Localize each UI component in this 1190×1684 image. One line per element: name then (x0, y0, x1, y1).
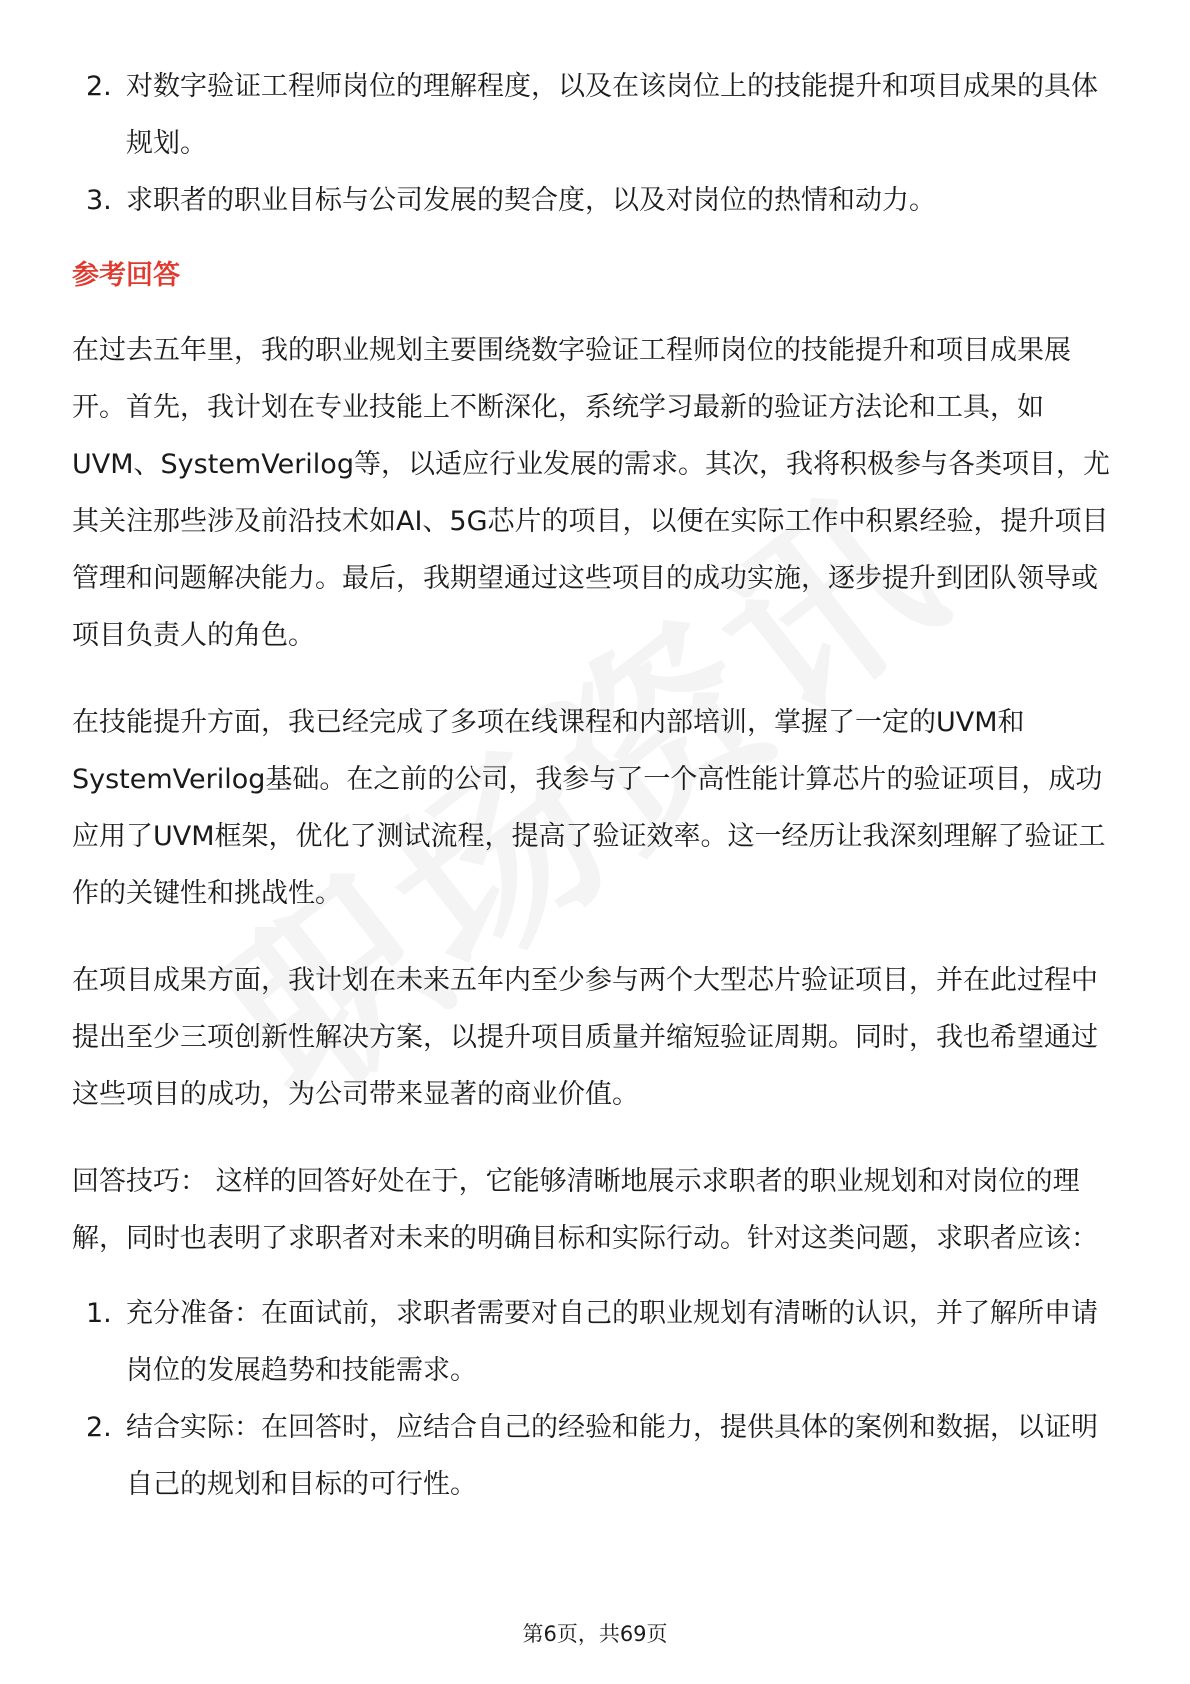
question-list (72, 58, 1120, 229)
list-item (72, 1285, 1120, 1399)
answer-paragraph: 在技能提升方面，我已经完成了多项在线课程和内部培训，掌握了一定的UVM和SystemVerilog基础。在之前的公司，我参与了一个高性能计算芯片的验证项目，成功应用了UVM框架，优化了测试流程，提高了验证效率。这一经历让我深刻理解了验证工作的关键性和挑战性。 (72, 707, 1106, 909)
page-content (72, 58, 1120, 1513)
list-item (72, 1399, 1120, 1513)
list-item-text: 求职者的职业目标与公司发展的契合度，以及对岗位的热情和动力。 (126, 185, 936, 216)
list-item-number: 3. (86, 185, 112, 216)
list-item-text: 结合实际：在回答时，应结合自己的经验和能力，提供具体的案例和数据，以证明自己的规划和目标的可行性。 (126, 1412, 1098, 1500)
answer-paragraph: 在项目成果方面，我计划在未来五年内至少参与两个大型芯片验证项目，并在此过程中提出至少三项创新性解决方案，以提升项目质量并缩短验证周期。同时，我也希望通过这些项目的成功，为公司带来显著的商业价值。 (72, 965, 1098, 1110)
list-item-number: 2. (86, 71, 112, 102)
answer-paragraph: 在过去五年里，我的职业规划主要围绕数字验证工程师岗位的技能提升和项目成果展开。首先，我计划在专业技能上不断深化，系统学习最新的验证方法论和工具，如UVM、SystemVerilog等，以适应行业发展的需求。其次，我将积极参与各类项目，尤其关注那些涉及前沿技术如AI、5G芯片的项目，以便在实际工作中积累经验，提升项目管理和问题解决能力。最后，我期望通过这些项目的成功实施，逐步提升到团队领导或项目负责人的角色。 (72, 335, 1110, 651)
tips-paragraph: 回答技巧： 这样的回答好处在于，它能够清晰地展示求职者的职业规划和对岗位的理解，同时也表明了求职者对未来的明确目标和实际行动。针对这类问题，求职者应该： (72, 1166, 1098, 1254)
list-item-text: 充分准备：在面试前，求职者需要对自己的职业规划有清晰的认识，并了解所申请岗位的发展趋势和技能需求。 (126, 1298, 1098, 1386)
list-item-text: 对数字验证工程师岗位的理解程度，以及在该岗位上的技能提升和项目成果的具体规划。 (126, 71, 1098, 159)
list-item (72, 58, 1120, 172)
list-item-number: 1. (86, 1298, 112, 1329)
section-title: 参考回答 (72, 260, 180, 291)
list-item-number: 2. (86, 1412, 112, 1443)
page-footer: 第6页，共69页 (522, 1622, 668, 1646)
list-item (72, 172, 1120, 229)
tips-list (72, 1285, 1120, 1513)
